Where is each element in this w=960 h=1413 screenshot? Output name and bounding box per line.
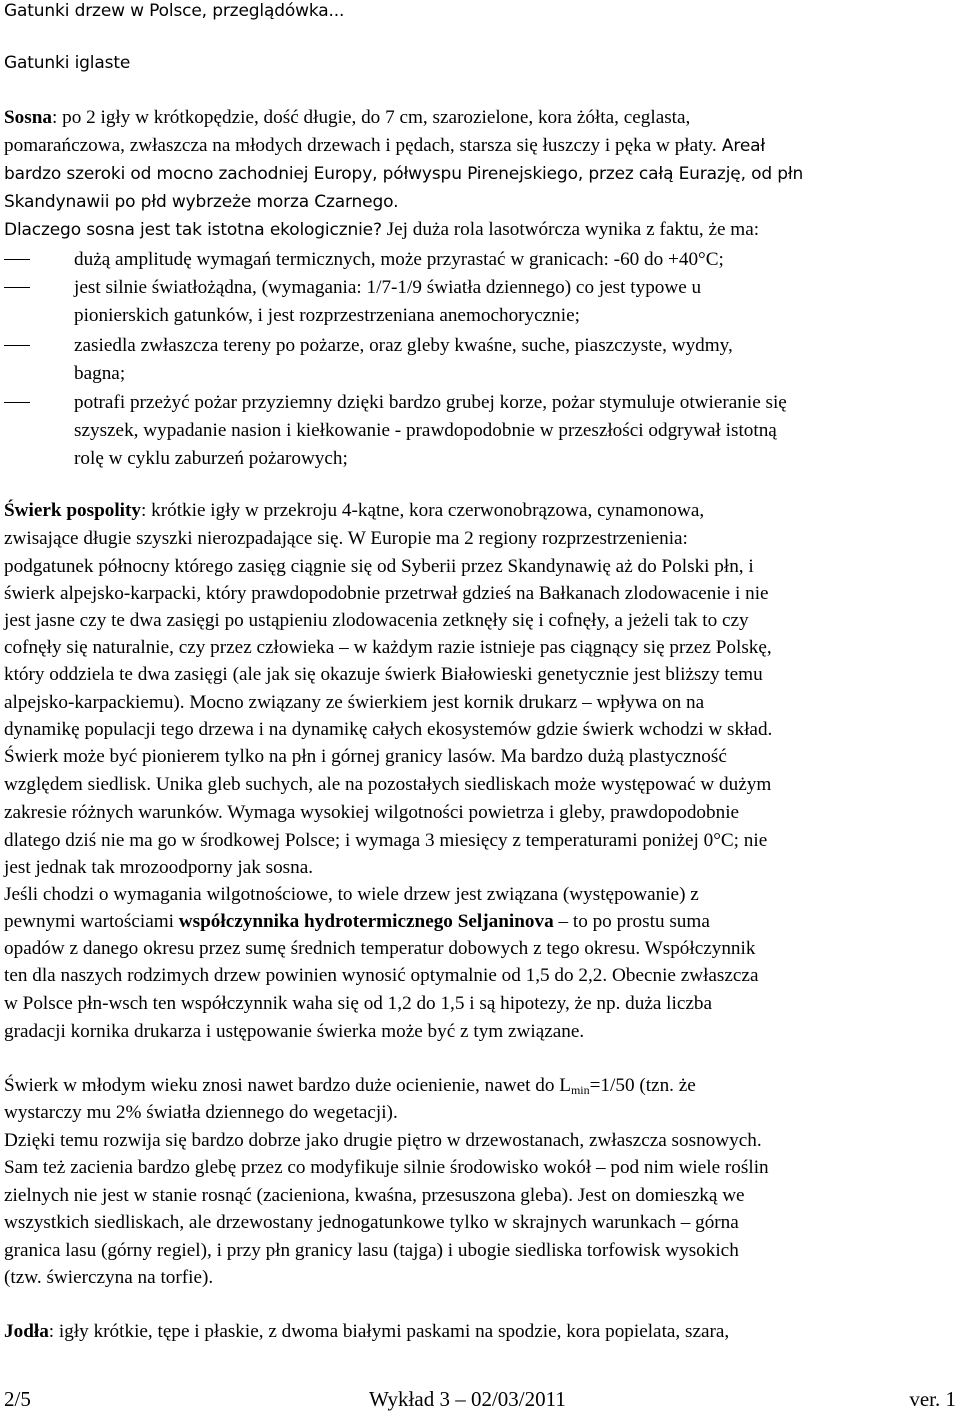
swierk-line: jest jednak tak mrozoodporny jak sosna. <box>4 857 314 878</box>
swierk-line: względem siedlisk. Unika gleb suchych, ale na pozostałych siedliskach może występować w dużym <box>4 774 772 795</box>
swierk-line: granica lasu (górny regiel), i przy płn granicy lasu (tajga) i ubogie siedliska torfowisk wysokich <box>4 1240 739 1261</box>
swierk-line: jest jasne czy te dwa zasięgi po ustąpieniu zlodowacenia zetknęły się i cofnęły, a jeżeli tak to czy <box>4 610 749 631</box>
jodla-line-1: Jodła: igły krótkie, tępe i płaskie, z dwoma białymi paskami na spodzie, kora popielata, szara, <box>4 1321 730 1342</box>
swierk-line: ten dla naszych rodzimych drzew powinien wynosić optymalnie od 1,5 do 2,2. Obecnie zwłaszcza <box>4 965 759 986</box>
bullet-dash <box>4 345 30 346</box>
swierk-line: podgatunek północny którego zasięg ciągnie się od Syberii przez Skandynawię aż do Polski płn, i <box>4 556 754 577</box>
swierk-line: zielnych nie jest w stanie rosnąć (zacieniona, kwaśna, przesuszona gleba). Jest on domieszką we <box>4 1185 745 1206</box>
sosna-line-4: Skandynawii po płd wybrzeże morza Czarnego. <box>4 192 399 212</box>
bullet-dash <box>4 287 30 288</box>
bullet-2-line-2: pionierskich gatunków, i jest rozprzestrzeniana anemochorycznie; <box>74 305 580 326</box>
swierk-line: w Polsce płn-wsch ten współczynnik waha się od 1,2 do 1,5 i są hipotezy, że np. duża liczba <box>4 993 712 1014</box>
swierk-line: który oddziela te dwa zasięgi (ale jak się okazuje świerk Białowieski genetycznie jest bliższy temu <box>4 664 763 685</box>
bullet-1-line-1: dużą amplitudę wymagań termicznych, może przyrastać w granicach: -60 do +40°C; <box>74 249 724 270</box>
swierk-line: wystarczy mu 2% światła dziennego do wegetacji). <box>4 1102 398 1123</box>
swierk-line: zakresie różnych warunków. Wymaga wysokiej wilgotności powietrza i gleby, prawdopodobnie <box>4 802 740 823</box>
bullet-3-line-2: bagna; <box>74 363 126 384</box>
seljaninov-term: współczynnika hydrotermicznego Seljaninova <box>178 911 554 932</box>
swierk-line: Dzięki temu rozwija się bardzo dobrze jako drugie piętro w drzewostanach, zwłaszcza sosnowych. <box>4 1130 762 1151</box>
sosna-line-2: pomarańczowa, zwłaszcza na młodych drzewach i pędach, starsza się łuszczy i pęka w płaty. Areał <box>4 135 766 156</box>
swierk-line: (tzw. świerczyna na torfie). <box>4 1267 214 1288</box>
swierk-line: Sam też zacienia bardzo glebę przez co modyfikuje silnie środowisko wokół – pod nim wiele roślin <box>4 1157 769 1178</box>
bullet-4-line-3: rolę w cyklu zaburzeń pożarowych; <box>74 448 348 469</box>
footer-page-number: 2/5 <box>4 1387 31 1411</box>
swierk-line: wszystkich siedliskach, ale drzewostany jednogatunkowe tylko w skrajnych warunkach – górna <box>4 1212 739 1233</box>
section-title: Gatunki iglaste <box>4 53 131 73</box>
swierk-line-2: zwisające długie szyszki nierozpadające się. W Europie ma 2 regiony rozprzestrzenienia: <box>4 528 688 549</box>
swierk-line-1: Świerk pospolity: krótkie igły w przekroju 4-kątne, kora czerwonobrązowa, cynamonowa, <box>4 500 705 521</box>
swierk-line: alpejsko-karpackiemu). Mocno związany ze świerkiem jest kornik drukarz – wpływa on na <box>4 692 705 713</box>
bullet-4-line-1: potrafi przeżyć pożar przyziemny dzięki bardzo grubej korze, pożar stymuluje otwieranie się <box>74 392 787 413</box>
footer-lecture: Wykład 3 – 02/03/2011 <box>369 1387 566 1411</box>
swierk-name: Świerk pospolity <box>4 500 142 521</box>
swierk-line: świerk alpejsko-karpacki, który prawdopodobnie przetrwał gdzieś na Bałkanach zlodowacenie i nie <box>4 583 769 604</box>
sosna-line-1: Sosna: po 2 igły w krótkopędzie, dość długie, do 7 cm, szarozielone, kora żółta, ceglasta, <box>4 107 691 128</box>
swierk-line: gradacji kornika drukarza i ustępowanie świerka może być z tym związane. <box>4 1021 585 1042</box>
swierk-line: opadów z danego okresu przez sumę średnich temperatur dobowych z tego okresu. Współczynnik <box>4 938 756 959</box>
document-title: Gatunki drzew w Polsce, przeglądówka... <box>4 1 345 21</box>
swierk-line: Jeśli chodzi o wymagania wilgotnościowe, to wiele drzew jest związana (występowanie) z <box>4 884 699 905</box>
bullet-4-line-2: szyszek, wypadanie nasion i kiełkowanie - prawdopodobnie w przeszłości odgrywał istotną <box>74 420 777 441</box>
lmin-line: Świerk w młodym wieku znosi nawet bardzo duże ocienienie, nawet do $L_{min}=1/50$ (tzn. że <box>4 1075 696 1097</box>
bullet-dash <box>4 402 30 403</box>
bullet-3-line-1: zasiedla zwłaszcza tereny po pożarze, oraz gleby kwaśne, suche, piaszczyste, wydmy, <box>74 335 733 356</box>
bullet-dash <box>4 259 30 260</box>
swierk-line: cofnęły się naturalnie, czy przez człowieka – w każdym razie istnieje pas ciągnący się przez Polskę, <box>4 637 772 658</box>
swierk-line: dynamikę populacji tego drzewa i na dynamikę całych ekosystemów gdzie świerk wchodzi w skład. <box>4 719 773 740</box>
footer-version: ver. 1 <box>909 1387 956 1411</box>
sosna-name: Sosna <box>4 107 52 128</box>
sosna-line-5: Dlaczego sosna jest tak istotna ekologicznie? Jej duża rola lasotwórcza wynika z faktu, że ma: <box>4 219 760 240</box>
swierk-line: Świerk może być pionierem tylko na płn i górnej granicy lasów. Ma bardzo dużą plastyczność <box>4 746 727 767</box>
swierk-line: dlatego dziś nie ma go w środkowej Polsce; i wymaga 3 miesięcy z temperaturami poniżej 0°C; nie <box>4 830 768 851</box>
sosna-line-3: bardzo szeroki od mocno zachodniej Europy, półwyspu Pirenejskiego, przez całą Eurazję, od płn <box>4 164 804 184</box>
jodla-name: Jodła <box>4 1321 49 1342</box>
seljaninov-line: pewnymi wartościami współczynnika hydrotermicznego Seljaninova – to po prostu suma <box>4 911 710 932</box>
bullet-2-line-1: jest silnie światłożądna, (wymagania: 1/7-1/9 światła dziennego) co jest typowe u <box>74 277 702 298</box>
